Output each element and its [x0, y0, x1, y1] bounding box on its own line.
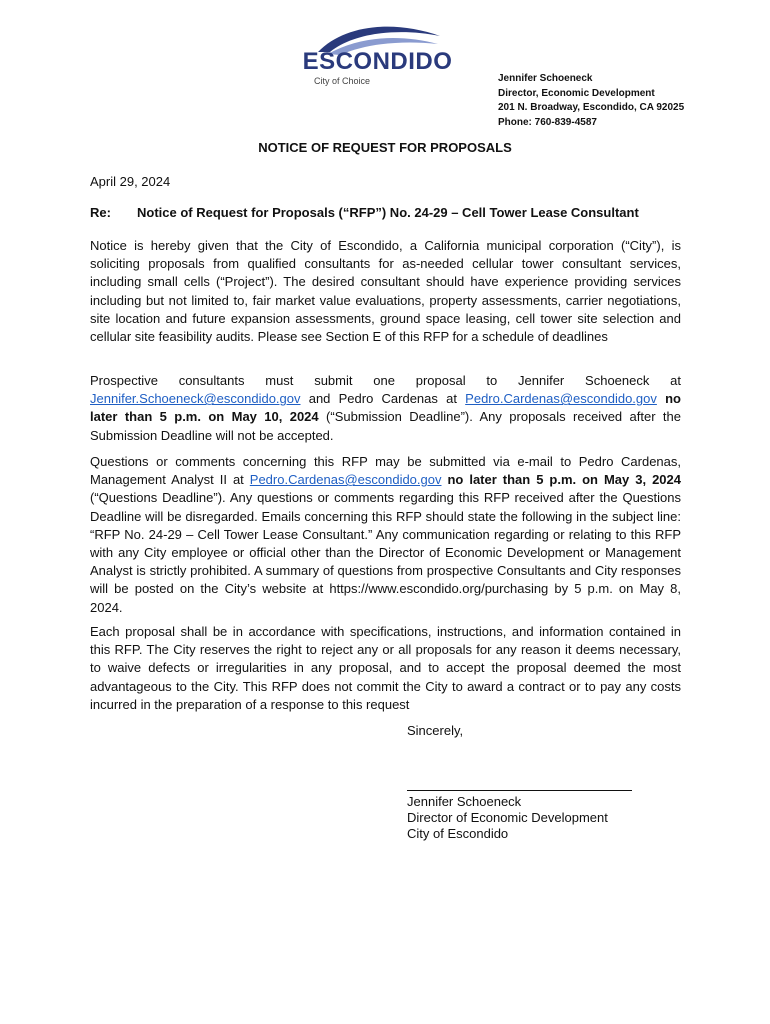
- paragraph-submission-text-1: Prospective consultants must submit one proposal to Jennifer Schoeneck at: [90, 373, 681, 388]
- submission-deadline: no later than 5 p.m. on May 10, 2024: [90, 391, 681, 425]
- signature-org: City of Escondido: [407, 826, 509, 841]
- paragraph-submission-text-3: (“Submission Deadline”). Any proposals received after the Submission Deadline will not be accepted.: [90, 409, 681, 443]
- email-link-cardenas[interactable]: Pedro.Cardenas@escondido.gov: [465, 391, 657, 407]
- re-subject: Notice of Request for Proposals (“RFP”) No. 24-29 – Cell Tower Lease Consultant: [137, 205, 639, 220]
- sender-block: [498, 72, 684, 130]
- signature-name: Jennifer Schoeneck: [407, 794, 522, 809]
- signature-title: Director of Economic Development: [407, 810, 608, 825]
- sender-name: Jennifer Schoeneck: [498, 73, 593, 84]
- closing: Sincerely,: [407, 723, 464, 738]
- sender-title: Director, Economic Development: [498, 87, 655, 99]
- paragraph-terms: Each proposal shall be in accordance with specifications, instructions, and information contained in this RFP. The City reserves the right to reject any or all proposals for any reason it deems necessary, to waive defects or irregularities in any proposal, and to accept the proposal deemed the most advantageous to the City. This RFP does not commit the City to award a contract or to pay any costs incurred in the preparation of a response to this request: [90, 624, 681, 712]
- paragraph-notice: Notice is hereby given that the City of Escondido, a California municipal corporation (“City”), is soliciting proposals from qualified consultants for as-needed cellular tower consultant services, including small cells (“Project”). The desired consultant should have experience providing services including but not limited to, fair market value evaluations, property assessments, carrier negotiations, site location and future expansion assessments, ground space leasing, cell tower site selection and cellular site feasibility audits. Please see Section E of this RFP for a schedule of deadlines: [90, 238, 681, 345]
- paragraph-submission-text-2: and Pedro Cardenas at: [300, 391, 466, 407]
- sender-phone: Phone: 760-839-4587: [498, 116, 597, 128]
- paragraph-questions: [90, 453, 681, 617]
- sender-address: 201 N. Broadway, Escondido, CA 92025: [498, 102, 685, 113]
- signature-block: [407, 794, 608, 842]
- re-label: Re:: [90, 205, 111, 220]
- letterhead-band-right: [455, 57, 740, 69]
- letter-date: April 29, 2024: [90, 174, 171, 189]
- questions-deadline: no later than 5 p.m. on May 3, 2024: [441, 472, 681, 488]
- paragraph-questions-text-1: Questions or comments concerning this RFP may be submitted via e-mail to Pedro Cardenas, Management Analyst II at: [90, 454, 681, 488]
- paragraph-submission: [90, 372, 681, 445]
- city-logo: [300, 18, 455, 88]
- letterhead-band-left: [28, 57, 300, 69]
- email-link-schoeneck[interactable]: Jennifer.Schoeneck@escondido.gov: [90, 391, 301, 407]
- page-title: NOTICE OF REQUEST FOR PROPOSALS: [258, 140, 512, 155]
- logo-wordmark: ESCONDIDO: [302, 48, 453, 75]
- paragraph-questions-text-2: (“Questions Deadline”). Any questions or comments regarding this RFP received after the Questions Deadline will be disregarded. Emails concerning this RFP should state the following in the subject line: “RFP No. 24-29 – Cell Tower Lease Consultant.” Any communication regarding or relating to this RFP with any City employee or official other than the Director of Economic Development or Management Analyst is strictly prohibited. A summary of questions from prospective Consultants and City responses will be posted on the City’s website at https://www.escondido.org/purchasing by 5 p.m. on May 8, 2024.: [90, 490, 681, 615]
- signature-line: [407, 790, 632, 791]
- email-link-cardenas-questions[interactable]: Pedro.Cardenas@escondido.gov: [249, 472, 442, 488]
- logo-tagline: City of Choice: [314, 76, 371, 86]
